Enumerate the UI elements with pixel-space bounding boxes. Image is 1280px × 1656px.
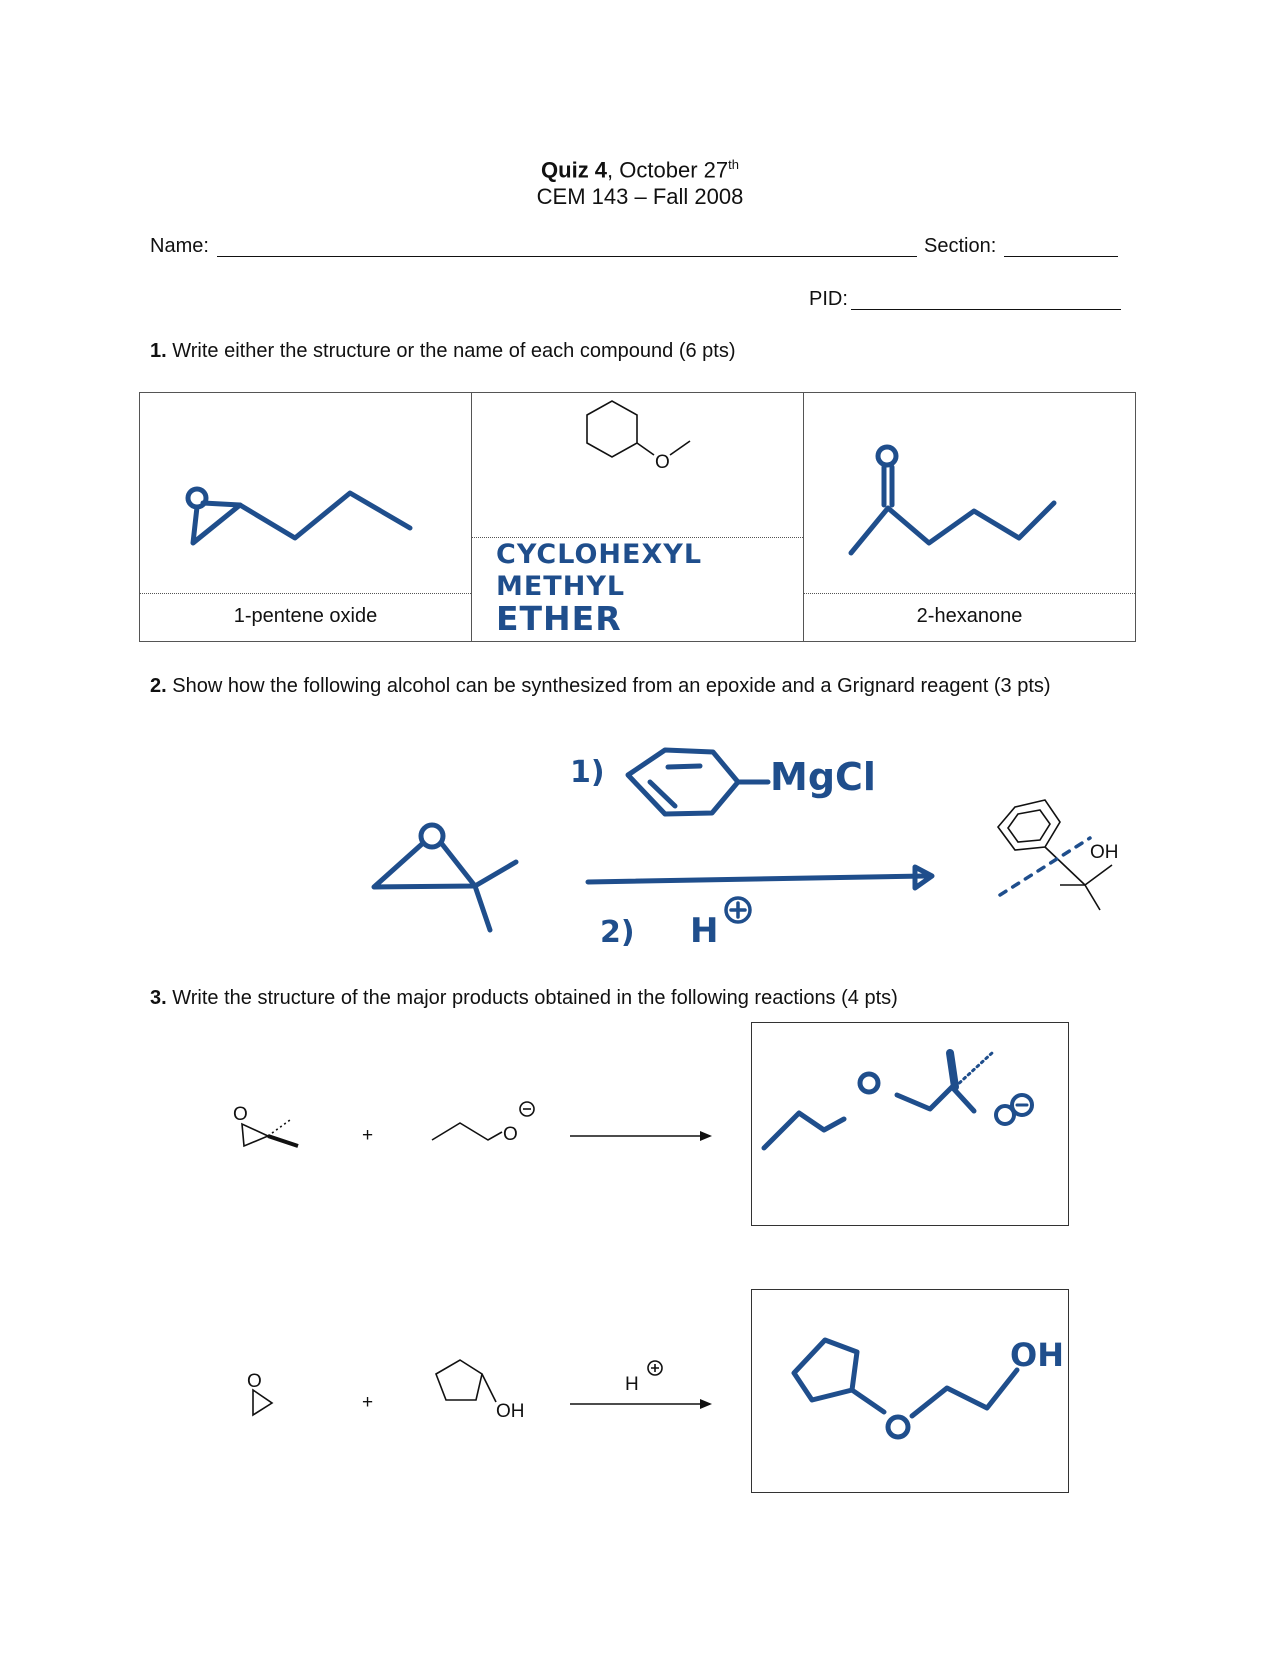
name-field[interactable] bbox=[217, 256, 917, 257]
step-2-label: 2) bbox=[600, 915, 635, 950]
cell-3-name: 2-hexanone bbox=[916, 605, 1023, 627]
quiz-label: Quiz 4 bbox=[541, 157, 608, 183]
question-3-text: Write the structure of the major products obtained in the following reactions (4 pts) bbox=[172, 987, 898, 1009]
question-1-text: Write either the structure or the name of each compound (6 pts) bbox=[172, 340, 736, 362]
pid-label: PID: bbox=[809, 288, 848, 310]
cell-3-separator bbox=[804, 593, 1135, 594]
question-2-number: 2. bbox=[150, 675, 167, 697]
question-3 bbox=[150, 987, 898, 1010]
answer-box-1[interactable] bbox=[751, 1022, 1069, 1226]
handwritten-line-2: METHYL bbox=[496, 571, 626, 602]
ether-oxygen-label: O bbox=[655, 452, 670, 473]
pid-field[interactable] bbox=[851, 309, 1121, 310]
quiz-date: , October 27 bbox=[607, 157, 729, 183]
course-line: CEM 143 – Fall 2008 bbox=[536, 184, 744, 209]
alkoxide-oxygen-label: O bbox=[503, 1124, 518, 1145]
question-2 bbox=[150, 675, 1051, 698]
cell-2-handwritten-name bbox=[496, 539, 703, 638]
hexanone-handdrawn bbox=[804, 393, 1135, 593]
product-oh-label: OH bbox=[1090, 842, 1119, 863]
reaction-1-plus: + bbox=[362, 1125, 374, 1146]
answer-2-handdrawn bbox=[752, 1290, 1068, 1492]
compound-cell-2 bbox=[472, 393, 804, 642]
handwritten-line-3: ETHER bbox=[496, 599, 622, 638]
answer-1-handdrawn bbox=[752, 1023, 1068, 1225]
section-field[interactable] bbox=[1004, 256, 1118, 257]
compound-table bbox=[139, 392, 1136, 642]
name-label: Name: bbox=[150, 235, 209, 257]
answer-2-oh-label: OH bbox=[1010, 1336, 1064, 1374]
question-1 bbox=[150, 340, 736, 363]
ethylene-oxide-oxygen-label: O bbox=[247, 1371, 262, 1392]
question-2-scheme bbox=[0, 710, 1280, 970]
section-label: Section: bbox=[924, 235, 997, 257]
epoxide-oxygen-label: O bbox=[233, 1104, 248, 1125]
answer-box-2[interactable] bbox=[751, 1289, 1069, 1493]
question-2-text: Show how the following alcohol can be synthesized from an epoxide and a Grignard reagent (3 pts) bbox=[172, 675, 1051, 697]
cyclohexyl-methyl-ether-structure bbox=[472, 393, 803, 543]
acid-catalyst-label: H bbox=[625, 1374, 639, 1395]
cell-2-separator bbox=[472, 537, 803, 538]
compound-cell-3 bbox=[804, 393, 1136, 642]
step-1-label: 1) bbox=[570, 755, 605, 790]
cyclopentanol-oh-label: OH bbox=[496, 1401, 525, 1422]
pentene-oxide-handdrawn bbox=[140, 393, 471, 593]
cell-1-name: 1-pentene oxide bbox=[233, 605, 378, 627]
grignard-reagent: MgCl bbox=[770, 755, 876, 799]
date-suffix: th bbox=[728, 157, 739, 172]
acid-label: H bbox=[690, 911, 719, 951]
compound-cell-1 bbox=[140, 393, 472, 642]
reaction-2-plus: + bbox=[362, 1392, 374, 1413]
handwritten-line-1: CYCLOHEXYL bbox=[496, 539, 703, 570]
cell-1-separator bbox=[140, 593, 471, 594]
question-3-number: 3. bbox=[150, 987, 167, 1009]
quiz-title bbox=[0, 150, 1280, 185]
question-1-number: 1. bbox=[150, 340, 167, 362]
